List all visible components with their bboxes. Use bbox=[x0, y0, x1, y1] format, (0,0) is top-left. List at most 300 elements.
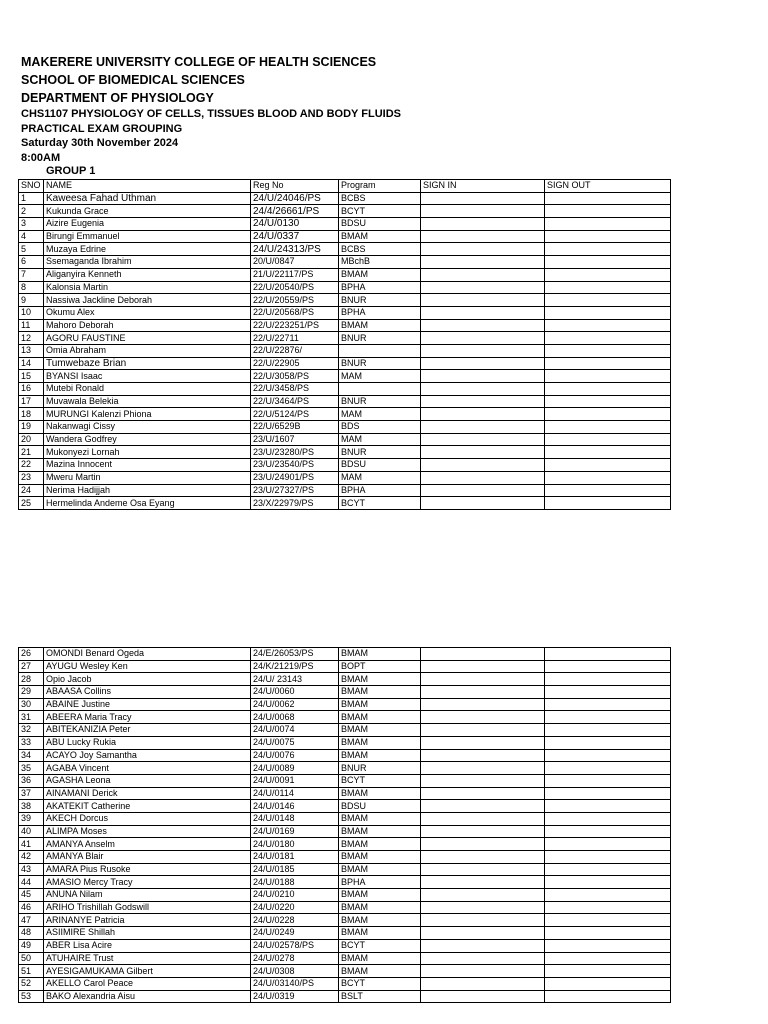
sno-cell: 48 bbox=[19, 927, 44, 940]
table-row bbox=[19, 218, 671, 231]
sign-in-cell[interactable] bbox=[421, 939, 545, 952]
program-cell: BMAM bbox=[339, 787, 421, 800]
sign-out-cell[interactable] bbox=[545, 383, 671, 396]
reg-no-cell: 23/U/23280/PS bbox=[251, 446, 339, 459]
sno-cell: 21 bbox=[19, 446, 44, 459]
name-cell: ABAINE Justine bbox=[44, 698, 251, 711]
sign-out-cell[interactable] bbox=[545, 433, 671, 446]
sign-in-cell[interactable] bbox=[421, 218, 545, 231]
program-cell: BMAM bbox=[339, 812, 421, 825]
sign-in-cell[interactable] bbox=[421, 230, 545, 243]
reg-no-cell: 24/U/0185 bbox=[251, 863, 339, 876]
sign-out-cell[interactable] bbox=[545, 459, 671, 472]
sign-in-cell[interactable] bbox=[421, 319, 545, 332]
sign-in-cell[interactable] bbox=[421, 344, 545, 357]
sign-in-cell[interactable] bbox=[421, 332, 545, 345]
sign-in-cell[interactable] bbox=[421, 306, 545, 319]
sign-out-cell[interactable] bbox=[545, 698, 671, 711]
table-row bbox=[19, 395, 671, 408]
name-cell: AYUGU Wesley Ken bbox=[44, 660, 251, 673]
sign-out-cell[interactable] bbox=[545, 927, 671, 940]
table-row bbox=[19, 698, 671, 711]
name-cell: Mahoro Deborah bbox=[44, 319, 251, 332]
reg-no-cell: 22/U/3464/PS bbox=[251, 395, 339, 408]
name-cell: ALIMPA Moses bbox=[44, 825, 251, 838]
table-row bbox=[19, 901, 671, 914]
name-cell: Mweru Martin bbox=[44, 471, 251, 484]
school-title: SCHOOL OF BIOMEDICAL SCIENCES bbox=[21, 73, 245, 87]
sign-in-cell[interactable] bbox=[421, 876, 545, 889]
program-cell: BMAM bbox=[339, 965, 421, 978]
program-cell: BPHA bbox=[339, 484, 421, 497]
sign-out-cell[interactable] bbox=[545, 205, 671, 218]
sign-in-cell[interactable] bbox=[421, 357, 545, 370]
name-cell: ABU Lucky Rukia bbox=[44, 736, 251, 749]
program-cell: BNUR bbox=[339, 357, 421, 370]
name-cell: Muvawala Belekia bbox=[44, 395, 251, 408]
program-cell: BMAM bbox=[339, 825, 421, 838]
sign-in-cell[interactable] bbox=[421, 749, 545, 762]
sign-in-cell[interactable] bbox=[421, 914, 545, 927]
sign-in-cell[interactable] bbox=[421, 889, 545, 902]
name-cell: AMASIO Mercy Tracy bbox=[44, 876, 251, 889]
sign-in-cell[interactable] bbox=[421, 812, 545, 825]
sign-out-cell[interactable] bbox=[545, 673, 671, 686]
sign-out-cell[interactable] bbox=[545, 851, 671, 864]
header-sign-out: SIGN OUT bbox=[545, 180, 671, 193]
header-reg-no: Reg No bbox=[251, 180, 339, 193]
reg-no-cell: 24/U/0249 bbox=[251, 927, 339, 940]
sign-out-cell[interactable] bbox=[545, 825, 671, 838]
program-cell: BPHA bbox=[339, 281, 421, 294]
table-row bbox=[19, 711, 671, 724]
sign-out-cell[interactable] bbox=[545, 749, 671, 762]
name-cell: Ssemaganda Ibrahim bbox=[44, 256, 251, 269]
table-row bbox=[19, 787, 671, 800]
sign-in-cell[interactable] bbox=[421, 800, 545, 813]
sign-out-cell[interactable] bbox=[545, 800, 671, 813]
program-cell: BOPT bbox=[339, 660, 421, 673]
program-cell: BMAM bbox=[339, 914, 421, 927]
sno-cell: 18 bbox=[19, 408, 44, 421]
program-cell: BMAM bbox=[339, 952, 421, 965]
sign-in-cell[interactable] bbox=[421, 243, 545, 256]
sign-out-cell[interactable] bbox=[545, 660, 671, 673]
name-cell: ACAYO Joy Samantha bbox=[44, 749, 251, 762]
sign-out-cell[interactable] bbox=[545, 332, 671, 345]
table-row bbox=[19, 686, 671, 699]
sno-cell: 22 bbox=[19, 459, 44, 472]
name-cell: AKATEKIT Catherine bbox=[44, 800, 251, 813]
program-cell: BMAM bbox=[339, 838, 421, 851]
sign-out-cell[interactable] bbox=[545, 306, 671, 319]
table-row bbox=[19, 889, 671, 902]
sign-in-cell[interactable] bbox=[421, 408, 545, 421]
reg-no-cell: 20/U/0847 bbox=[251, 256, 339, 269]
table-row bbox=[19, 344, 671, 357]
reg-no-cell: 24/U/0146 bbox=[251, 800, 339, 813]
sno-cell: 23 bbox=[19, 471, 44, 484]
sign-out-cell[interactable] bbox=[545, 939, 671, 952]
program-cell: BNUR bbox=[339, 294, 421, 307]
reg-no-cell: 22/U/22905 bbox=[251, 357, 339, 370]
sign-in-cell[interactable] bbox=[421, 686, 545, 699]
sno-cell: 17 bbox=[19, 395, 44, 408]
table-row bbox=[19, 471, 671, 484]
reg-no-cell: 24/U/0089 bbox=[251, 762, 339, 775]
sno-cell: 13 bbox=[19, 344, 44, 357]
sign-out-cell[interactable] bbox=[545, 471, 671, 484]
sno-cell: 29 bbox=[19, 686, 44, 699]
sign-in-cell[interactable] bbox=[421, 433, 545, 446]
table-row bbox=[19, 281, 671, 294]
table-row bbox=[19, 939, 671, 952]
name-cell: AYESIGAMUKAMA Gilbert bbox=[44, 965, 251, 978]
sign-in-cell[interactable] bbox=[421, 446, 545, 459]
sno-cell: 9 bbox=[19, 294, 44, 307]
table-row bbox=[19, 306, 671, 319]
sign-out-cell[interactable] bbox=[545, 294, 671, 307]
name-cell: AGASHA Leona bbox=[44, 774, 251, 787]
sign-out-cell[interactable] bbox=[545, 421, 671, 434]
reg-no-cell: 22/U/5124/PS bbox=[251, 408, 339, 421]
name-cell: Muzaya Edrine bbox=[44, 243, 251, 256]
name-cell: ABITEKANIZIA Peter bbox=[44, 724, 251, 737]
name-cell: ABAASA Collins bbox=[44, 686, 251, 699]
name-cell: AINAMANI Derick bbox=[44, 787, 251, 800]
sign-out-cell[interactable] bbox=[545, 863, 671, 876]
sign-in-cell[interactable] bbox=[421, 205, 545, 218]
sign-in-cell[interactable] bbox=[421, 736, 545, 749]
university-title: MAKERERE UNIVERSITY COLLEGE OF HEALTH SCIENCES bbox=[21, 55, 377, 69]
program-cell: BMAM bbox=[339, 686, 421, 699]
reg-no-cell: 24/U/02578/PS bbox=[251, 939, 339, 952]
sno-cell: 27 bbox=[19, 660, 44, 673]
sign-out-cell[interactable] bbox=[545, 952, 671, 965]
sno-cell: 11 bbox=[19, 319, 44, 332]
reg-no-cell: 22/U/223251/PS bbox=[251, 319, 339, 332]
sign-in-cell[interactable] bbox=[421, 497, 545, 510]
program-cell: MBchB bbox=[339, 256, 421, 269]
exam-date: Saturday 30th November 2024 bbox=[21, 137, 179, 149]
table-row bbox=[19, 433, 671, 446]
reg-no-cell: 24/U/0130 bbox=[251, 218, 339, 231]
name-cell: AGABA Vincent bbox=[44, 762, 251, 775]
name-cell: Tumwebaze Brian bbox=[44, 357, 251, 370]
sign-out-cell[interactable] bbox=[545, 408, 671, 421]
sign-out-cell[interactable] bbox=[545, 889, 671, 902]
sign-out-cell[interactable] bbox=[545, 218, 671, 231]
program-cell: BCYT bbox=[339, 205, 421, 218]
header-sno: SNO bbox=[19, 180, 44, 193]
program-cell: BMAM bbox=[339, 863, 421, 876]
program-cell: BNUR bbox=[339, 446, 421, 459]
sign-out-cell[interactable] bbox=[545, 736, 671, 749]
reg-no-cell: 24/U/0180 bbox=[251, 838, 339, 851]
program-cell: BNUR bbox=[339, 332, 421, 345]
table-row bbox=[19, 256, 671, 269]
sno-cell: 2 bbox=[19, 205, 44, 218]
sign-in-cell[interactable] bbox=[421, 660, 545, 673]
program-cell: BMAM bbox=[339, 319, 421, 332]
sign-in-cell[interactable] bbox=[421, 901, 545, 914]
sign-in-cell[interactable] bbox=[421, 648, 545, 661]
sign-out-cell[interactable] bbox=[545, 876, 671, 889]
sign-in-cell[interactable] bbox=[421, 711, 545, 724]
reg-no-cell: 24/U/0210 bbox=[251, 889, 339, 902]
table-row bbox=[19, 774, 671, 787]
sno-cell: 5 bbox=[19, 243, 44, 256]
sign-out-cell[interactable] bbox=[545, 268, 671, 281]
sno-cell: 14 bbox=[19, 357, 44, 370]
sign-in-cell[interactable] bbox=[421, 192, 545, 205]
name-cell: MURUNGI Kalenzi Phiona bbox=[44, 408, 251, 421]
sign-out-cell[interactable] bbox=[545, 838, 671, 851]
reg-no-cell: 23/U/1607 bbox=[251, 433, 339, 446]
sign-in-cell[interactable] bbox=[421, 256, 545, 269]
name-cell: BYANSI Isaac bbox=[44, 370, 251, 383]
program-cell: BMAM bbox=[339, 268, 421, 281]
sign-out-cell[interactable] bbox=[545, 357, 671, 370]
reg-no-cell: 22/U/6529B bbox=[251, 421, 339, 434]
reg-no-cell: 24/U/0220 bbox=[251, 901, 339, 914]
program-cell: BNUR bbox=[339, 762, 421, 775]
sign-in-cell[interactable] bbox=[421, 787, 545, 800]
sign-out-cell[interactable] bbox=[545, 686, 671, 699]
sign-out-cell[interactable] bbox=[545, 648, 671, 661]
sno-cell: 52 bbox=[19, 977, 44, 990]
table-row bbox=[19, 408, 671, 421]
header-program: Program bbox=[339, 180, 421, 193]
sign-in-cell[interactable] bbox=[421, 863, 545, 876]
sign-out-cell[interactable] bbox=[545, 484, 671, 497]
sign-in-cell[interactable] bbox=[421, 471, 545, 484]
name-cell: OMONDI Benard Ogeda bbox=[44, 648, 251, 661]
name-cell: Omia Abraham bbox=[44, 344, 251, 357]
program-cell: MAM bbox=[339, 471, 421, 484]
reg-no-cell: 24/U/0068 bbox=[251, 711, 339, 724]
name-cell: AMARA Pius Rusoke bbox=[44, 863, 251, 876]
sno-cell: 34 bbox=[19, 749, 44, 762]
sign-out-cell[interactable] bbox=[545, 319, 671, 332]
sign-in-cell[interactable] bbox=[421, 774, 545, 787]
table-row bbox=[19, 383, 671, 396]
reg-no-cell: 22/U/20540/PS bbox=[251, 281, 339, 294]
sign-in-cell[interactable] bbox=[421, 459, 545, 472]
reg-no-cell: 24/U/0075 bbox=[251, 736, 339, 749]
sign-out-cell[interactable] bbox=[545, 395, 671, 408]
program-cell: BMAM bbox=[339, 648, 421, 661]
sign-out-cell[interactable] bbox=[545, 774, 671, 787]
table-row bbox=[19, 800, 671, 813]
reg-no-cell: 22/U/20559/PS bbox=[251, 294, 339, 307]
sign-in-cell[interactable] bbox=[421, 395, 545, 408]
sno-cell: 20 bbox=[19, 433, 44, 446]
program-cell: BCYT bbox=[339, 497, 421, 510]
reg-no-cell: 24/4/26661/PS bbox=[251, 205, 339, 218]
name-cell: Kaweesa Fahad Uthman bbox=[44, 192, 251, 205]
name-cell: ABEERA Maria Tracy bbox=[44, 711, 251, 724]
table-row bbox=[19, 192, 671, 205]
header-sign-in: SIGN IN bbox=[421, 180, 545, 193]
sno-cell: 30 bbox=[19, 698, 44, 711]
name-cell: Opio Jacob bbox=[44, 673, 251, 686]
sno-cell: 46 bbox=[19, 901, 44, 914]
sno-cell: 42 bbox=[19, 851, 44, 864]
table-row bbox=[19, 851, 671, 864]
sign-out-cell[interactable] bbox=[545, 281, 671, 294]
sign-out-cell[interactable] bbox=[545, 370, 671, 383]
reg-no-cell: 23/U/23540/PS bbox=[251, 459, 339, 472]
program-cell: BMAM bbox=[339, 673, 421, 686]
name-cell: AKECH Dorcus bbox=[44, 812, 251, 825]
sign-out-cell[interactable] bbox=[545, 914, 671, 927]
name-cell: Nassiwa Jackline Deborah bbox=[44, 294, 251, 307]
name-cell: ARIHO Trishillah Godswill bbox=[44, 901, 251, 914]
sno-cell: 32 bbox=[19, 724, 44, 737]
table-row bbox=[19, 497, 671, 510]
sign-in-cell[interactable] bbox=[421, 965, 545, 978]
reg-no-cell: 24/U/0074 bbox=[251, 724, 339, 737]
exam-title: PRACTICAL EXAM GROUPING bbox=[21, 123, 183, 135]
program-cell: BMAM bbox=[339, 724, 421, 737]
sign-in-cell[interactable] bbox=[421, 673, 545, 686]
reg-no-cell: 24/U/0076 bbox=[251, 749, 339, 762]
sign-out-cell[interactable] bbox=[545, 344, 671, 357]
reg-no-cell: 24/U/24313/PS bbox=[251, 243, 339, 256]
sign-out-cell[interactable] bbox=[545, 230, 671, 243]
table-header-row bbox=[19, 180, 671, 193]
sign-in-cell[interactable] bbox=[421, 383, 545, 396]
reg-no-cell: 24/U/0278 bbox=[251, 952, 339, 965]
reg-no-cell: 22/U/3058/PS bbox=[251, 370, 339, 383]
table-row bbox=[19, 749, 671, 762]
sign-out-cell[interactable] bbox=[545, 446, 671, 459]
sign-out-cell[interactable] bbox=[545, 990, 671, 1003]
table-row bbox=[19, 838, 671, 851]
sign-out-cell[interactable] bbox=[545, 762, 671, 775]
sign-out-cell[interactable] bbox=[545, 965, 671, 978]
sno-cell: 15 bbox=[19, 370, 44, 383]
program-cell: BCBS bbox=[339, 243, 421, 256]
group-label: GROUP 1 bbox=[46, 165, 96, 177]
sign-out-cell[interactable] bbox=[545, 243, 671, 256]
sign-out-cell[interactable] bbox=[545, 977, 671, 990]
sno-cell: 39 bbox=[19, 812, 44, 825]
name-cell: AMANYA Blair bbox=[44, 851, 251, 864]
program-cell: BMAM bbox=[339, 851, 421, 864]
reg-no-cell: 24/U/0337 bbox=[251, 230, 339, 243]
sign-out-cell[interactable] bbox=[545, 901, 671, 914]
program-cell: MAM bbox=[339, 408, 421, 421]
program-cell: BMAM bbox=[339, 927, 421, 940]
sign-in-cell[interactable] bbox=[421, 724, 545, 737]
sno-cell: 45 bbox=[19, 889, 44, 902]
sno-cell: 50 bbox=[19, 952, 44, 965]
sign-in-cell[interactable] bbox=[421, 268, 545, 281]
program-cell: BMAM bbox=[339, 736, 421, 749]
name-cell: ABER Lisa Acire bbox=[44, 939, 251, 952]
program-cell: BDSU bbox=[339, 459, 421, 472]
sign-in-cell[interactable] bbox=[421, 484, 545, 497]
sign-out-cell[interactable] bbox=[545, 724, 671, 737]
sign-in-cell[interactable] bbox=[421, 421, 545, 434]
program-cell: BMAM bbox=[339, 698, 421, 711]
table-row bbox=[19, 459, 671, 472]
name-cell: BAKO Alexandria Aisu bbox=[44, 990, 251, 1003]
sign-out-cell[interactable] bbox=[545, 497, 671, 510]
sign-in-cell[interactable] bbox=[421, 281, 545, 294]
sign-in-cell[interactable] bbox=[421, 952, 545, 965]
name-cell: Aliganyira Kenneth bbox=[44, 268, 251, 281]
sno-cell: 24 bbox=[19, 484, 44, 497]
reg-no-cell: 22/U/20568/PS bbox=[251, 306, 339, 319]
name-cell: ATUHAIRE Trust bbox=[44, 952, 251, 965]
reg-no-cell: 24/U/0308 bbox=[251, 965, 339, 978]
reg-no-cell: 24/U/0169 bbox=[251, 825, 339, 838]
reg-no-cell: 24/U/03140/PS bbox=[251, 977, 339, 990]
sign-out-cell[interactable] bbox=[545, 711, 671, 724]
name-cell: Mutebi Ronald bbox=[44, 383, 251, 396]
sign-in-cell[interactable] bbox=[421, 698, 545, 711]
sign-out-cell[interactable] bbox=[545, 812, 671, 825]
table-row bbox=[19, 914, 671, 927]
name-cell: Birungi Emmanuel bbox=[44, 230, 251, 243]
name-cell: AMANYA Anselm bbox=[44, 838, 251, 851]
table-row bbox=[19, 294, 671, 307]
program-cell: MAM bbox=[339, 370, 421, 383]
table-row bbox=[19, 421, 671, 434]
sign-in-cell[interactable] bbox=[421, 838, 545, 851]
sign-in-cell[interactable] bbox=[421, 927, 545, 940]
course-title: CHS1107 PHYSIOLOGY OF CELLS, TISSUES BLOOD AND BODY FLUIDS bbox=[21, 108, 401, 120]
sno-cell: 43 bbox=[19, 863, 44, 876]
name-cell: ASIIMIRE Shillah bbox=[44, 927, 251, 940]
reg-no-cell: 23/U/24901/PS bbox=[251, 471, 339, 484]
reg-no-cell: 24/U/0148 bbox=[251, 812, 339, 825]
sno-cell: 33 bbox=[19, 736, 44, 749]
sign-out-cell[interactable] bbox=[545, 192, 671, 205]
sign-in-cell[interactable] bbox=[421, 370, 545, 383]
sign-in-cell[interactable] bbox=[421, 825, 545, 838]
table-row bbox=[19, 205, 671, 218]
sno-cell: 6 bbox=[19, 256, 44, 269]
table-row bbox=[19, 952, 671, 965]
name-cell: AGORU FAUSTINE bbox=[44, 332, 251, 345]
sno-cell: 31 bbox=[19, 711, 44, 724]
sno-cell: 38 bbox=[19, 800, 44, 813]
reg-no-cell: 23/X/22979/PS bbox=[251, 497, 339, 510]
sno-cell: 44 bbox=[19, 876, 44, 889]
program-cell: BDS bbox=[339, 421, 421, 434]
table-row bbox=[19, 724, 671, 737]
sign-in-cell[interactable] bbox=[421, 990, 545, 1003]
program-cell: BCYT bbox=[339, 939, 421, 952]
name-cell: Hermelinda Andeme Osa Eyang bbox=[44, 497, 251, 510]
sign-in-cell[interactable] bbox=[421, 294, 545, 307]
header-name: NAME bbox=[44, 180, 251, 193]
sno-cell: 37 bbox=[19, 787, 44, 800]
sign-in-cell[interactable] bbox=[421, 977, 545, 990]
sign-out-cell[interactable] bbox=[545, 787, 671, 800]
sign-in-cell[interactable] bbox=[421, 762, 545, 775]
reg-no-cell: 24/U/0181 bbox=[251, 851, 339, 864]
roster-table-1 bbox=[18, 179, 671, 510]
sign-in-cell[interactable] bbox=[421, 851, 545, 864]
exam-time: 8:00AM bbox=[21, 152, 61, 164]
table-row bbox=[19, 825, 671, 838]
sign-out-cell[interactable] bbox=[545, 256, 671, 269]
